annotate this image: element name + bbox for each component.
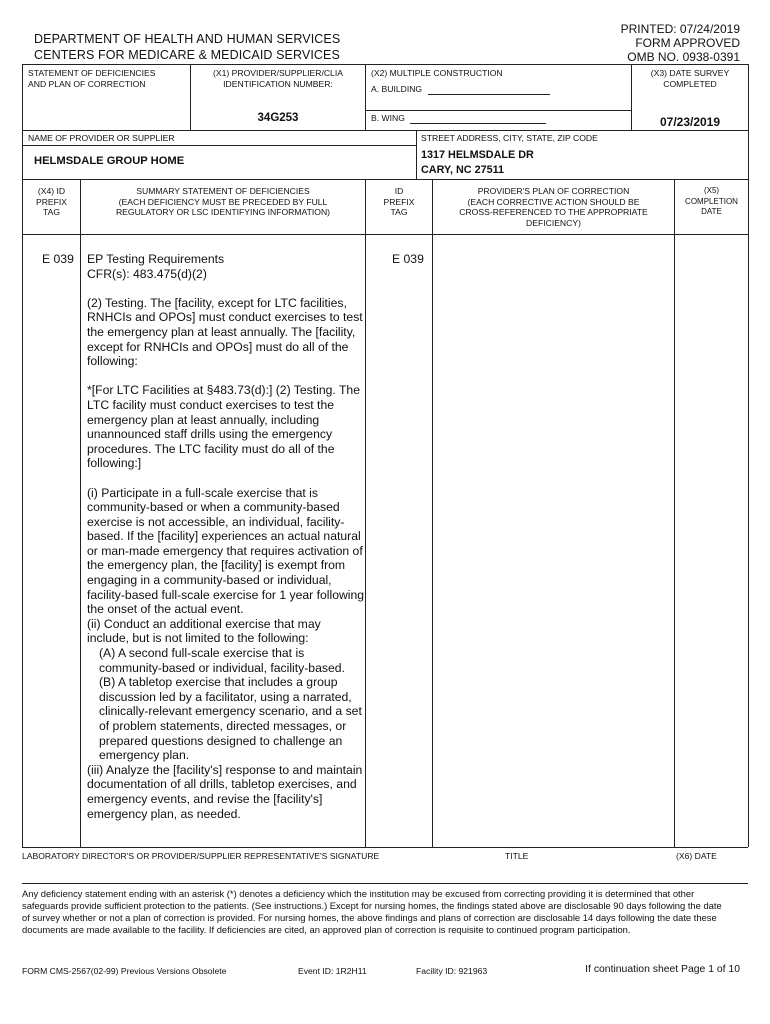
signature-bottom-border: [22, 883, 748, 884]
wing-field: [371, 113, 546, 124]
id-header-line3: TAG: [390, 207, 408, 217]
provider-row-border: [22, 130, 748, 131]
x3-divider: [631, 64, 632, 130]
provider-address: [421, 148, 534, 178]
provider-number: 34G253: [257, 112, 299, 124]
survey-completed-date: 07/23/2019: [659, 115, 721, 129]
table-bottom-border: [22, 847, 748, 848]
statement-label-line2: AND PLAN OF CORRECTION: [28, 78, 146, 89]
x4-header-line2: PREFIX: [35, 196, 68, 207]
address-city-state-zip: CARY, NC 27511: [421, 164, 505, 176]
agency-name: CENTERS FOR MEDICARE & MEDICAID SERVICES: [34, 47, 340, 62]
table-left-border: [22, 64, 23, 847]
col-divider-id: [432, 179, 433, 847]
second-full-scale-item: (A) A second full-scale exercise that is community-based or individual, facility-based.: [99, 646, 345, 675]
deficiency-statement: [87, 252, 366, 821]
form-identifier: FORM CMS-2567(02-99) Previous Versions Obsolete: [22, 966, 227, 976]
plan-header-line4: DEFICIENCY): [526, 217, 581, 228]
provider-name-label: NAME OF PROVIDER OR SUPPLIER: [28, 133, 175, 143]
additional-exercise-paragraph: (ii) Conduct an additional exercise that may include, but is not limited to the following:: [87, 616, 321, 646]
plan-header-line2: (EACH CORRECTIVE ACTION SHOULD BE: [467, 196, 640, 207]
department-name: DEPARTMENT OF HEALTH AND HUMAN SERVICES: [34, 32, 341, 46]
x5-header-line2: COMPLETION: [685, 196, 738, 206]
x1-label-line1: (X1) PROVIDER/SUPPLIER/CLIA: [213, 68, 343, 78]
deficiency-tag-left: E 039: [42, 252, 74, 266]
x1-divider: [190, 64, 191, 130]
column-header-top-border: [22, 179, 748, 180]
x4-header-line3: TAG: [42, 207, 61, 217]
summary-statement-header: [81, 186, 365, 218]
event-id: Event ID: 1R2H11: [298, 966, 367, 976]
x1-label-line2: IDENTIFICATION NUMBER:: [223, 78, 333, 89]
x3-label: [633, 68, 747, 89]
wing-label: B. WING: [371, 113, 405, 123]
address-street: 1317 HELMSDALE DR: [421, 149, 534, 161]
title-label: TITLE: [505, 851, 529, 861]
asterisk-disclosure-note: Any deficiency statement ending with an asterisk (*) denotes a deficiency which the institution may be excused from correcting providing it is determined that other safeguards provide sufficient protection to the patients. (See instructions.) Except for nursing homes, the findings stated above are disclosable 90 days following the date of survey whether or not a plan of correction is provided. For nursing homes, the above findings and plans of correction are disclosable 14 days following the date these documents are made available to the facility. If deficiencies are cited, an approved plan of correction is requisite to continued program participation.: [22, 888, 722, 935]
table-top-border: [22, 64, 748, 65]
x4-id-prefix-tag-header: [23, 186, 80, 218]
col-divider-plan: [674, 179, 675, 847]
continuation-page-indicator: If continuation sheet Page 1 of 10: [585, 964, 740, 975]
x1-label: [192, 68, 364, 89]
building-field: [371, 84, 550, 95]
column-header-bottom-border: [22, 234, 748, 235]
building-label: A. BUILDING: [371, 84, 423, 94]
wing-blank: [410, 114, 546, 124]
summary-header-line3: REGULATORY OR LSC IDENTIFYING INFORMATION): [115, 207, 331, 217]
full-scale-exercise-paragraph: (i) Participate in a full-scale exercise that is community-based or when a community-based exercise is not accessible, an individual, facility-based. If the [facility] experiences an actual natural or man-made emergency that requires activation of the emergency plan, the [facility] is exempt from engaging in a community-based or individual, facility-based full-scale exercise for 1 year following the onset of the actual event.: [87, 485, 365, 617]
deficiency-cfr: CFR(s): 483.475(d)(2): [87, 266, 207, 281]
completion-date-header: [675, 186, 748, 218]
x4-header-line1: (X4) ID: [37, 186, 66, 196]
summary-header-line1: SUMMARY STATEMENT OF DEFICIENCIES: [136, 186, 310, 196]
director-signature-label: LABORATORY DIRECTOR'S OR PROVIDER/SUPPLIER REPRESENTATIVE'S SIGNATURE: [22, 851, 380, 861]
col-divider-prefix: [80, 179, 81, 847]
x3-label-line2: COMPLETED: [663, 78, 717, 89]
x2-label: (X2) MULTIPLE CONSTRUCTION: [371, 68, 503, 78]
omb-number: OMB NO. 0938-0391: [627, 50, 740, 64]
address-divider: [416, 130, 417, 179]
facility-id: Facility ID: 921963: [416, 966, 488, 976]
form-approval-block: [621, 22, 740, 64]
statement-label-line1: STATEMENT OF DEFICIENCIES: [28, 68, 156, 78]
address-label: STREET ADDRESS, CITY, STATE, ZIP CODE: [421, 133, 598, 143]
provider-name: HELMSDALE GROUP HOME: [34, 155, 185, 167]
building-blank: [428, 85, 550, 95]
analyze-response-paragraph: (iii) Analyze the [facility's] response to and maintain documentation of all drills, tabletop exercises, and emergency events, and revise the [facility's] emergency plan, as needed.: [87, 762, 363, 821]
id-header-line2: PREFIX: [383, 196, 415, 207]
plan-header-line3: CROSS-REFERENCED TO THE APPROPRIATE: [459, 207, 648, 217]
x5-header-line1: (X5): [703, 186, 720, 195]
id-header-line1: ID: [394, 186, 404, 196]
tabletop-exercise-item: (B) A tabletop exercise that includes a group discussion led by a facilitator, using a narrated, clinically-relevant emergency scenario, and a set of problem statements, directed messages, or prepared questions designed to challenge an emergency plan.: [99, 675, 362, 763]
id-prefix-tag-header: [366, 186, 432, 218]
x6-date-label: (X6) DATE: [676, 851, 717, 861]
printed-date: PRINTED: 07/24/2019: [620, 22, 740, 36]
deficiency-title: EP Testing Requirements: [87, 252, 225, 266]
deficiency-tag-right: E 039: [392, 252, 424, 266]
x3-label-line1: (X3) DATE SURVEY: [650, 68, 730, 78]
form-approved-label: FORM APPROVED: [635, 36, 740, 50]
name-label-divider: [22, 145, 416, 146]
building-wing-divider: [365, 110, 631, 111]
summary-header-line2: (EACH DEFICIENCY MUST BE PRECEDED BY FULL: [118, 196, 328, 207]
statement-label: [28, 68, 155, 89]
plan-of-correction-header: [433, 186, 674, 228]
table-right-border: [748, 64, 749, 847]
plan-header-line1: PROVIDER'S PLAN OF CORRECTION: [477, 186, 630, 196]
x5-header-line3: DATE: [701, 207, 722, 216]
testing-paragraph: (2) Testing. The [facility, except for LTC facilities, RNHCIs and OPOs] must conduct exercises to test the emergency plan at least annually. The [facility, except for RNHCIs and OPOs] must do all of the following:: [87, 295, 363, 369]
ltc-testing-paragraph: *[For LTC Facilities at §483.73(d):] (2) Testing. The LTC facility must conduct exercises to test the emergency plan at least annually, including unannounced staff drills using the emergency procedures. The LTC facility must do all of the following:]: [87, 383, 360, 471]
x2-divider: [365, 64, 366, 130]
agency-header: [34, 32, 340, 63]
